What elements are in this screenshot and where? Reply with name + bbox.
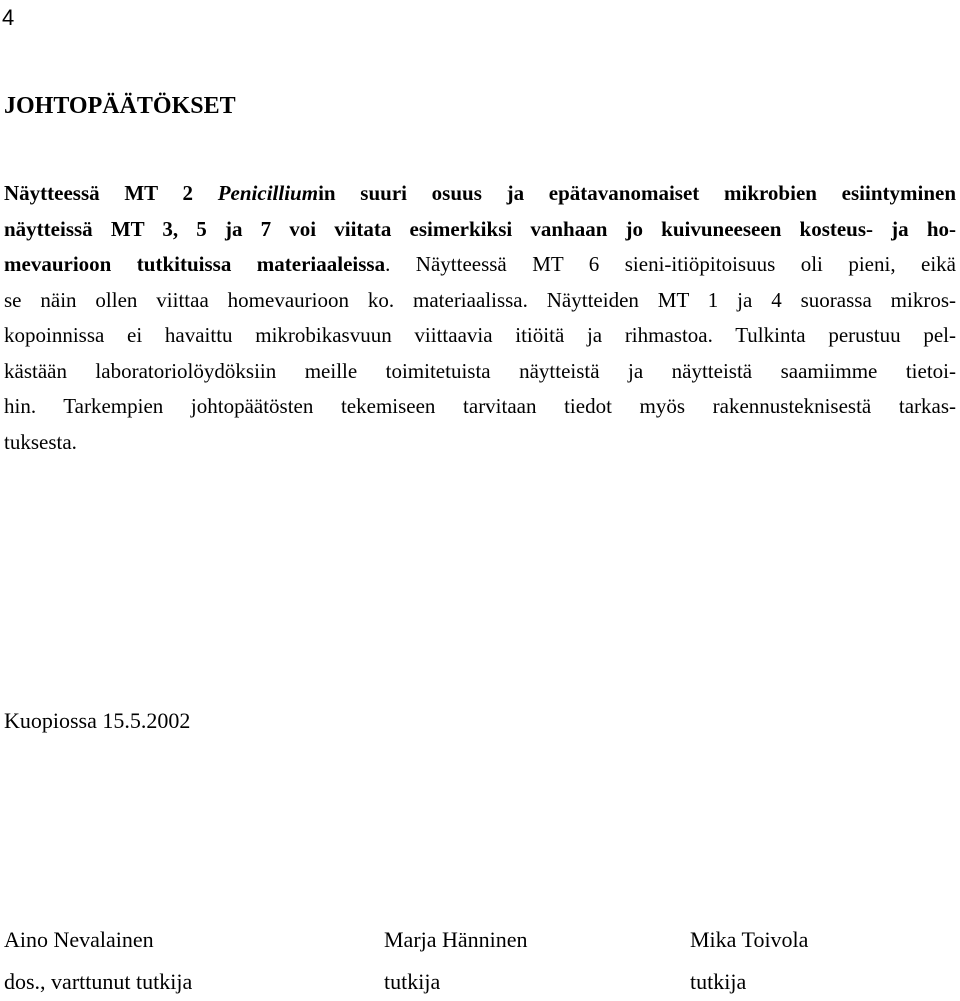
signatory-name: Marja Hänninen xyxy=(384,927,528,952)
place-date: Kuopiossa 15.5.2002 xyxy=(4,708,191,733)
paragraph-line-4: se näin ollen viittaa homevaurioon ko. materiaalissa. Näytteiden MT 1 ja 4 suorassa mikros- xyxy=(4,287,956,312)
line-1-start: Näytteessä MT 2 xyxy=(4,181,218,205)
signatory-role: tutkija xyxy=(384,969,441,994)
paragraph-line-3 xyxy=(4,247,956,283)
paragraph-line-2: näytteissä MT 3, 5 ja 7 voi viitata esimerkiksi vanhaan jo kuivuneeseen kosteus- ja ho- xyxy=(4,216,956,241)
signatory-name: Mika Toivola xyxy=(690,927,809,952)
page-number: 4 xyxy=(2,5,15,30)
signatory-role: dos., varttunut tutkija xyxy=(4,969,193,994)
genus-name: Penicillium xyxy=(217,181,319,205)
paragraph-line-1 xyxy=(4,176,956,212)
signature-block-2 xyxy=(384,923,528,999)
signature-block-3 xyxy=(690,923,808,999)
paragraph-line-8: tuksesta. xyxy=(4,429,77,454)
line-1-end: in suuri osuus ja epätavanomaiset mikrobien esiintyminen xyxy=(318,181,956,205)
section-heading: JOHTOPÄÄTÖKSET xyxy=(4,93,236,119)
line-3-rest: . Näytteessä MT 6 sieni-itiöpitoisuus oli pieni, eikä xyxy=(385,252,956,276)
conclusion-paragraph xyxy=(4,176,956,460)
signatory-name: Aino Nevalainen xyxy=(4,927,154,952)
signatory-role: tutkija xyxy=(690,969,747,994)
line-3-bold: mevaurioon tutkituissa materiaaleissa xyxy=(4,252,386,276)
paragraph-line-7: hin. Tarkempien johtopäätösten tekemiseen tarvitaan tiedot myös rakennusteknisestä tarkas- xyxy=(4,394,956,418)
signature-block-1 xyxy=(4,923,192,999)
paragraph-line-6: kästään laboratoriolöydöksiin meille toimitetuista näytteistä ja näytteistä saamiimme tietoi- xyxy=(4,358,956,383)
paragraph-line-5: kopoinnissa ei havaittu mikrobikasvuun viittaavia itiöitä ja rihmastoa. Tulkinta perustuu pel- xyxy=(4,323,956,347)
